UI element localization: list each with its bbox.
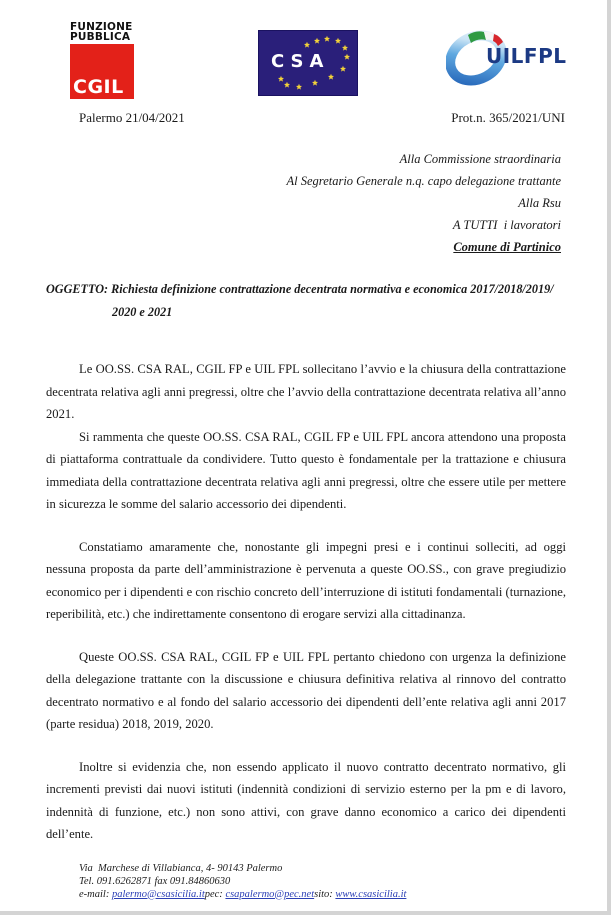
csa-logo-text: CSA	[271, 51, 330, 72]
place-date: Palermo 21/04/2021	[79, 110, 185, 125]
uilfpl-logo	[446, 26, 584, 86]
page-border-right	[607, 0, 611, 915]
csa-star-icon	[340, 66, 346, 72]
body-paragraph-3: Constatiamo amaramente che, nonostante gli impegni presi e i continui solleciti, ad oggi nessuna proposta da parte dell’amministrazione è pervenuta a queste OO.SS., con grave pregiudizio economico per i dipendenti e con rischio concreto dell’interruzione di istituti fondamentali (turnazione, reperibilità, etc.) che indirettamente consentono di erogare servizi alla cittadinanza.	[46, 539, 567, 621]
recipients-block	[0, 148, 561, 258]
body-paragraph-5: Inoltre si evidenzia che, non essendo applicato il nuovo contratto decentrato normativo, gli incrementi previsti dai nuovi istituti (indennità condizioni di servizio esterno per la pm e di lavoro, indennità di funzione, etc.) non sono attivi, con grave danno economico a carico dei dipendenti dell’ente.	[46, 759, 566, 841]
cgil-red-box	[70, 44, 134, 99]
letterhead-footer	[79, 862, 607, 901]
protocol-number: Prot.n. 365/2021/UNI	[451, 110, 565, 125]
footer-address: Via Marchese di Villabianca, 4- 90143 Palermo	[79, 862, 283, 874]
website-link[interactable]: www.csasicilia.it	[335, 888, 407, 900]
body-paragraph-2: Si rammenta che queste OO.SS. CSA RAL, CGIL FP e UIL FPL ancora attendono una proposta di piattaforma contrattuale da condividere. Tutto questo è fondamentale per la trattazione e chiusura immediata della contrattazione decentrata relativa agli anni pregressi, oltre che essere utile per mettere in sicurezza le somme del salario accessorio dei dipendenti.	[46, 429, 566, 511]
footer-phone: Tel. 091.6262871 fax 091.84860630	[79, 875, 231, 887]
subject-heading	[46, 278, 566, 324]
uilfpl-logo-text: UILFPL	[486, 44, 567, 68]
csa-logo	[258, 30, 358, 96]
body-paragraph-4: Queste OO.SS. CSA RAL, CGIL FP e UIL FPL pertanto chiedono con urgenza la definizione della delegazione trattante con la discussione e chiusura definitiva relativa al rinnovo del contratto decentrato normativo e al fondo del salario accessorio dei dipendenti dell’ente relativa agli anni 2017 (parte residua) 2018, 2019, 2020.	[46, 649, 566, 731]
csa-star-icon	[342, 45, 348, 51]
cgil-logo-top-line-2: PUBBLICA	[70, 31, 131, 43]
logos-row	[0, 0, 607, 104]
recipient-entity: Comune di Partinico	[453, 240, 561, 254]
recipient-line: Alla Rsu	[518, 196, 561, 210]
csa-star-icon	[284, 82, 290, 88]
subject-line-1: OGGETTO: Richiesta definizione contrattazione decentrata normativa e economica 2017/2018/2019/	[46, 282, 554, 296]
csa-star-icon	[296, 84, 302, 90]
cgil-fp-logo	[70, 22, 134, 99]
pec-link[interactable]: csapalermo@pec.net	[225, 888, 315, 900]
footer-contacts	[79, 888, 607, 901]
csa-star-icon	[312, 80, 318, 86]
letter-meta-row	[79, 110, 565, 126]
csa-star-icon	[314, 38, 320, 44]
recipient-line: Al Segretario Generale n.q. capo delegazione trattante	[286, 174, 561, 188]
email-link[interactable]: palermo@csasicilia.it	[111, 888, 205, 900]
csa-star-icon	[335, 38, 341, 44]
csa-star-icon	[324, 36, 330, 42]
cgil-logo-text: CGIL	[73, 76, 124, 98]
email-label: e-mail:	[79, 888, 112, 900]
site-label: sito:	[314, 888, 336, 900]
pec-label: pec:	[204, 888, 226, 900]
csa-star-icon	[304, 42, 310, 48]
recipient-line: A TUTTI i lavoratori	[452, 218, 561, 232]
subject-line-2: 2020 e 2021	[112, 305, 173, 319]
csa-star-icon	[278, 76, 284, 82]
cgil-logo-top-line-1: FUNZIONE	[70, 21, 133, 33]
body-paragraph-1: Le OO.SS. CSA RAL, CGIL FP e UIL FPL sollecitano l’avvio e la chiusura della contrattazione decentrata relativa agli anni pregressi, oltre che l’avvio della contrattazione decentrata relativa all’anno 2021.	[46, 362, 566, 421]
csa-star-icon	[344, 54, 350, 60]
recipient-line: Alla Commissione straordinaria	[399, 152, 561, 166]
csa-star-icon	[328, 74, 334, 80]
